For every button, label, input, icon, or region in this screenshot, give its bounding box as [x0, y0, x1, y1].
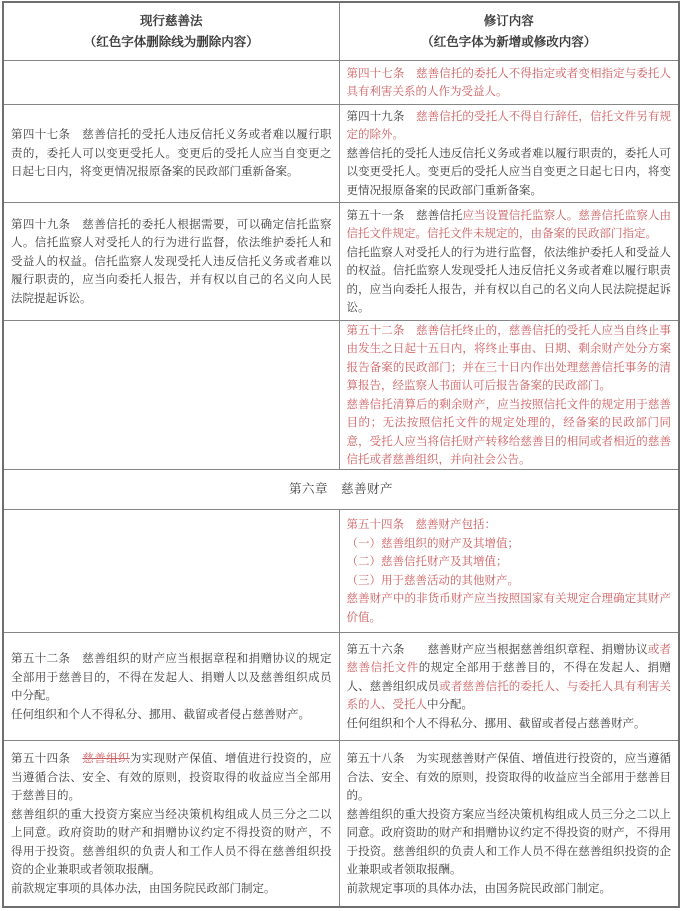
current-law-cell: [3, 632, 339, 740]
header-revised-title: 修订内容: [483, 13, 534, 29]
table-row: [3, 509, 679, 632]
law-text: 前款规定事项的具体办法，由国务院民政部门制定。: [346, 880, 611, 895]
current-law-cell-empty: [3, 509, 339, 632]
law-text: 慈善信托的受托人违反信托义务或者难以履行职责的，委托人可以变更受托人。变更后的受托人应当自变更之日起七日内，将变更情况报原备案的民政部门重新备案。: [346, 145, 671, 197]
law-paragraph: [347, 243, 672, 317]
current-law-cell-empty: [3, 320, 339, 469]
added-text: （一）慈善组织的财产及其增值；: [346, 535, 519, 550]
law-text: 为实现财产保值、增值进行投资的，应当遵循合法、安全、有效的原则，投资取得的收益应当全部用于慈善目的。: [11, 751, 332, 803]
table-row: [3, 202, 679, 320]
added-text: 慈善财产中的非货币财产应当按照国家有关规定合理确定其财产价值。: [346, 591, 671, 624]
added-text: 第五十四条 慈善财产包括：: [346, 517, 496, 531]
added-text: 或者慈善信托的委托人、与委托人具有利害关系的人、受托人: [346, 678, 672, 712]
law-paragraph: [11, 879, 332, 898]
law-paragraph: [347, 552, 672, 571]
law-text: 慈善组织的重大投资方案应当经决策机构组成人员三分之二以上同意。政府资助的财产和捐赠协议约定不得投资的财产，不得用于投资。慈善组织的负责人和工作人员不得在慈善组织投资的企业兼职或者领取报酬。: [11, 806, 332, 877]
law-paragraph: [347, 879, 672, 898]
law-text: 中分配。: [427, 697, 473, 712]
deleted-text: 慈善组织: [82, 751, 130, 766]
law-text: 第五十一条 慈善信托: [346, 207, 463, 222]
revised-cell: [339, 202, 679, 320]
law-text: 第四十九条 慈善信托的委托人根据需要，可以确定信托监察人。信托监察人对受托人的行为进行监督，依法维护委托人和受益人的权益。信托监察人发现受托人违反信托义务或者难以履行职责的，应当向委托人报告，并有权以自己的名义向人民法院提起诉讼。: [11, 216, 332, 305]
law-paragraph: [11, 215, 332, 308]
law-paragraph: [347, 714, 672, 733]
table-row: [3, 104, 679, 202]
law-text: 第五十二条 慈善组织的财产应当根据章程和捐赠协议的规定全部用于慈善目的，不得在发起人、捐赠人以及慈善组织成员中分配。: [11, 651, 332, 702]
law-paragraph: [347, 206, 672, 243]
law-paragraph: [347, 534, 672, 553]
revised-cell: [339, 740, 679, 907]
table-row: [3, 320, 679, 469]
law-paragraph: [347, 107, 672, 144]
added-text: （二）慈善信托财产及其增值；: [346, 554, 508, 568]
law-text: 第五十六条 慈善财产应当根据慈善组织章程、捐赠协议: [346, 641, 648, 656]
header-revised-subtitle: （红色字体为新增或修改内容）: [421, 34, 597, 50]
law-text: 任何组织和个人不得私分、挪用、截留或者侵占慈善财产。: [346, 715, 646, 730]
revised-cell: [339, 632, 679, 740]
header-current-law-title: 现行慈善法: [139, 13, 203, 29]
added-text: 应当设置信托监察人。慈善信托监察人由信托文件规定。信托文件未规定的，由备案的民政部门指定。: [346, 207, 672, 240]
law-text: 前款规定事项的具体办法，由国务院民政部门制定。: [11, 880, 276, 895]
law-comparison-table: [2, 1, 680, 908]
law-paragraph: [347, 640, 672, 714]
law-paragraph: [347, 805, 672, 879]
chapter-heading: 第六章 慈善财产: [3, 469, 679, 509]
law-paragraph: [11, 125, 332, 181]
chapter-row: [3, 469, 679, 509]
current-law-cell: [3, 202, 339, 320]
law-text: 慈善组织的重大投资方案应当经决策机构组成人员三分之二以上同意。政府资助的财产和捐赠协议约定不得投资的财产，不得用于投资。慈善组织的负责人和工作人员不得在慈善组织投资的企业兼职或者领取报酬。: [346, 806, 671, 877]
current-law-cell: [3, 740, 339, 907]
header-current-law-subtitle: （红色字体删除线为删除内容）: [83, 34, 259, 50]
law-text: 第四十七条 慈善信托的受托人违反信托义务或者难以履行职责的，委托人可以变更受托人。变更后的受托人应当自变更之日起七日内，将变更情况报原备案的民政部门重新备案。: [11, 127, 332, 179]
law-paragraph: [347, 589, 672, 626]
added-text: 或者慈善信托文件: [346, 641, 671, 675]
current-law-cell: [3, 104, 339, 202]
added-text: 慈善信托的受托人不得自行辞任，信托文件另有规定的除外。: [346, 108, 672, 142]
table-row: [3, 740, 679, 907]
law-text: 第五十八条 为实现慈善财产保值、增值进行投资的，应当遵循合法、安全、有效的原则，投资取得的收益应当全部用于慈善目的。: [346, 751, 671, 803]
header-revised-content: [339, 2, 679, 60]
law-text: 信托监察人对受托人的行为进行监督，依法维护委托人和受益人的权益。信托监察人发现受托人违反信托义务或者难以履行职责的，应当向委托人报告，并有权以自己的名义向人民法院提起诉讼。: [346, 244, 671, 314]
revised-cell: [339, 509, 679, 632]
revised-cell: [339, 60, 679, 104]
law-paragraph: [347, 571, 672, 590]
law-paragraph: [11, 749, 332, 805]
revised-cell: [339, 104, 679, 202]
added-text: 慈善信托清算后的剩余财产，应当按照信托文件的规定用于慈善目的；无法按照信托文件的规定处理的，经备案的民政部门同意，受托人应当将信托财产转移给慈善目的相同或者相近的慈善信托或者慈善组织，并向社会公告。: [346, 396, 671, 466]
law-paragraph: [11, 805, 332, 879]
header-row: [3, 2, 679, 60]
law-paragraph: [347, 395, 672, 469]
law-paragraph: [347, 144, 672, 200]
law-text: 第五十四条: [11, 751, 83, 766]
law-paragraph: [347, 321, 672, 395]
current-law-cell-empty: [3, 60, 339, 104]
table-row: [3, 60, 679, 104]
added-text: （三）用于慈善活动的其他财产。: [346, 572, 519, 587]
law-text: 任何组织和个人不得私分、挪用、截留或者侵占慈善财产。: [11, 706, 310, 721]
law-paragraph: [11, 649, 332, 705]
law-paragraph: [347, 64, 672, 101]
header-current-law: [3, 2, 339, 60]
added-text: 第四十七条 慈善信托的委托人不得指定或者变相指定与委托人具有利害关系的人作为受益人。: [346, 65, 671, 98]
law-text: 第四十九条: [346, 108, 417, 123]
law-text: 的规定全部用于慈善目的，不得在发起人、捐赠人、慈善组织成员: [346, 660, 672, 693]
added-text: 第五十二条 慈善信托终止的，慈善信托的受托人应当自终止事由发生之日起十五日内，将终止事由、日期、剩余财产处分方案报告备案的民政部门；并在三十日内作出处理慈善信托事务的清算报告，经监察人书面认可后报告备案的民政部门。: [346, 322, 671, 392]
law-paragraph: [11, 705, 332, 724]
law-paragraph: [347, 515, 672, 534]
revised-cell: [339, 320, 679, 469]
law-paragraph: [347, 749, 672, 805]
table-row: [3, 632, 679, 740]
